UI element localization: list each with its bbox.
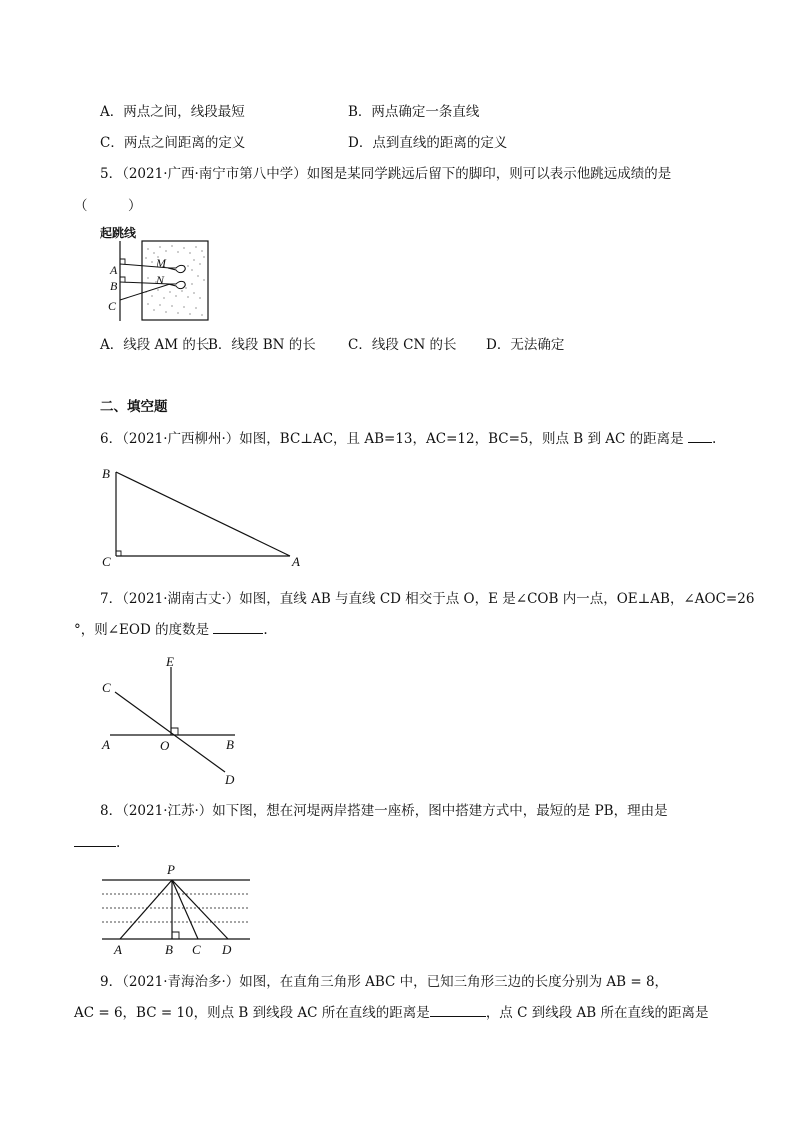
svg-text:C: C xyxy=(192,942,201,957)
q5-paren: （ ） xyxy=(74,198,142,214)
q5-figure-footprint xyxy=(96,222,226,327)
section-heading-fill-in: 二、填空题 xyxy=(100,399,168,415)
q8-stem-line1: 8．（2021·江苏·）如下图，想在河堤两岸搭建一座桥，图中搭建方式中，最短的是 PB，理由是 xyxy=(100,803,668,819)
q4-option-c: C．两点之间距离的定义 xyxy=(100,135,246,151)
q7-answer-blank xyxy=(213,621,263,634)
svg-text:C: C xyxy=(102,680,111,695)
svg-text:B: B xyxy=(110,279,118,293)
q6-figure-triangle xyxy=(100,462,310,572)
svg-text:A: A xyxy=(114,942,122,957)
svg-text:A: A xyxy=(292,554,300,569)
svg-text:A: A xyxy=(110,263,118,277)
q5-option-a: A．线段 AM 的长 xyxy=(100,337,210,353)
q5-option-b: B．线段 BN 的长 xyxy=(208,337,316,353)
q7-stem-line2: °，则∠EOD 的度数是 . xyxy=(74,622,268,638)
q6-stem: 6．（2021·广西柳州·）如图，BC⊥AC，且 AB=13，AC=12，BC=5，则点 B 到 AC 的距离是 . xyxy=(100,431,717,447)
q9-answer-blank-1 xyxy=(430,1004,486,1017)
q4-option-d: D．点到直线的距离的定义 xyxy=(348,135,508,151)
q9-stem-line2: AC = 6，BC = 10，则点 B 到线段 AC 所在直线的距离是 ，点 C 到线段 AB 所在直线的距离是 xyxy=(74,1005,709,1021)
q7-figure-intersecting-lines xyxy=(100,652,260,787)
q5-option-d: D．无法确定 xyxy=(486,337,565,353)
q8-stem-line2: . xyxy=(74,834,120,852)
svg-text:C: C xyxy=(102,554,111,569)
svg-text:B: B xyxy=(165,942,173,957)
svg-text:M: M xyxy=(156,256,166,270)
svg-text:C: C xyxy=(108,299,117,313)
q7-stem-line1: 7．（2021·湖南古丈·）如图，直线 AB 与直线 CD 相交于点 O，E 是∠COB 内一点，OE⊥AB，∠AOC=26 xyxy=(100,591,755,607)
svg-text:P: P xyxy=(167,862,175,877)
svg-text:N: N xyxy=(156,273,165,287)
svg-text:D: D xyxy=(225,772,235,787)
q5-fig-title: 起跳线 xyxy=(100,226,137,240)
q4-option-b: B．两点确定一条直线 xyxy=(348,104,480,120)
svg-text:O: O xyxy=(160,738,170,753)
q9-stem-line1: 9．（2021·青海治多·）如图，在直角三角形 ABC 中，已知三角形三边的长度分别为 AB = 8， xyxy=(100,974,669,990)
svg-text:D: D xyxy=(222,942,232,957)
q8-figure-bridge xyxy=(100,860,260,960)
svg-text:B: B xyxy=(102,466,110,481)
q5-stem: 5．（2021·广西·南宁市第八中学）如图是某同学跳远后留下的脚印，则可以表示他跳远成绩的是 xyxy=(100,166,672,182)
svg-text:A: A xyxy=(102,737,110,752)
q4-option-a: A．两点之间，线段最短 xyxy=(100,104,245,120)
q5-option-c: C．线段 CN 的长 xyxy=(348,337,457,353)
svg-text:B: B xyxy=(226,737,234,752)
q6-answer-blank xyxy=(688,430,712,443)
svg-text:E: E xyxy=(166,654,174,669)
q8-answer-blank xyxy=(74,834,116,847)
